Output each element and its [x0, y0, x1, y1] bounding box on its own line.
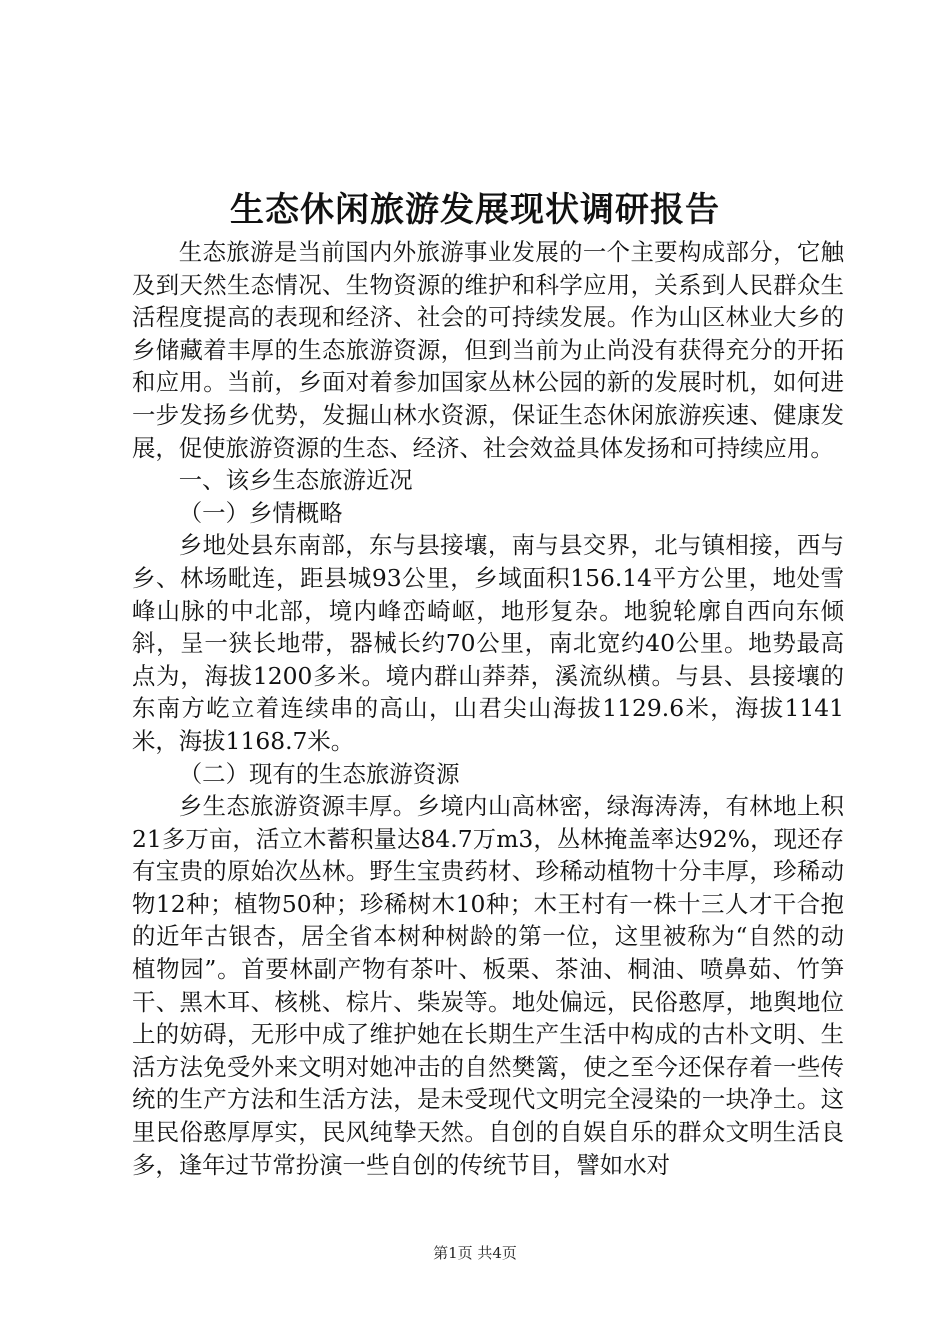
section-heading-1: 一、该乡生态旅游近况 [178, 466, 413, 495]
subsection-heading-2: （二）现有的生态旅游资源 [178, 759, 460, 788]
resources-paragraph: 乡生态旅游资源丰厚。乡境内山高林密，绿海涛涛，有林地上积21多万亩，活立木蓄积量达84.7万m3，丛林掩盖率达92%，现还存有宝贵的原始次丛林。野生宝贵药材、珍稀动植物十分丰厚，珍稀动物12种；植物50种；珍稀树木10种；木王村有一株十三人才干合抱的近年古银杏，居全省本树种树龄的第一位，这里被称为“自然的动植物园”。首要林副产物有茶叶、板栗、茶油、桐油、喷鼻茹、竹笋干、黑木耳、核桃、棕片、柴炭等。地处偏远，民俗憨厚，地舆地位上的妨碍，无形中成了维护她在长期生产生活中构成的古朴文明、生活方法免受外来文明对她冲击的自然樊篱，使之至今还保存着一些传统的生产方法和生活方法，是未受现代文明完全浸染的一块净土。这里民俗憨厚厚实，民风纯挚天然。自创的自娱自乐的群众文明生活良多，逢年过节常扮演一些自创的传统节目，譬如水对 [132, 792, 844, 1179]
overview-paragraph: 乡地处县东南部，东与县接壤，南与县交界，北与镇相接，西与乡、林场毗连，距县城93公里，乡域面积156.14平方公里，地处雪峰山脉的中北部，境内峰峦崎岖，地形复杂。地貌轮廓自西向东倾斜，呈一狭长地带，器械长约70公里，南北宽约40公里。地势最高点为，海拔1200多米。境内群山莽莽，溪流纵横。与县、县接壤的东南方屹立着连续串的高山，山君尖山海拔1129.6米，海拔1141米，海拔1168.7米。 [132, 531, 844, 755]
intro-paragraph: 生态旅游是当前国内外旅游事业发展的一个主要构成部分，它触及到天然生态情况、生物资源的维护和科学应用，关系到人民群众生活程度提高的表现和经济、社会的可持续发展。作为山区林业大乡的乡储藏着丰厚的生态旅游资源，但到当前为止尚没有获得充分的开拓和应用。当前，乡面对着参加国家丛林公园的新的发展时机，如何进一步发扬乡优势，发掘山林水资源，保证生态休闲旅游疾速、健康发展，促使旅游资源的生态、经济、社会效益具体发扬和可持续应用。 [132, 238, 844, 462]
subsection-heading-1: （一）乡情概略 [178, 498, 343, 527]
page-footer [0, 1243, 950, 1263]
document-body [132, 236, 844, 1181]
page-number: 第1页 共4页 [433, 1244, 517, 1262]
document-title: 生态休闲旅游发展现状调研报告 [230, 190, 720, 230]
